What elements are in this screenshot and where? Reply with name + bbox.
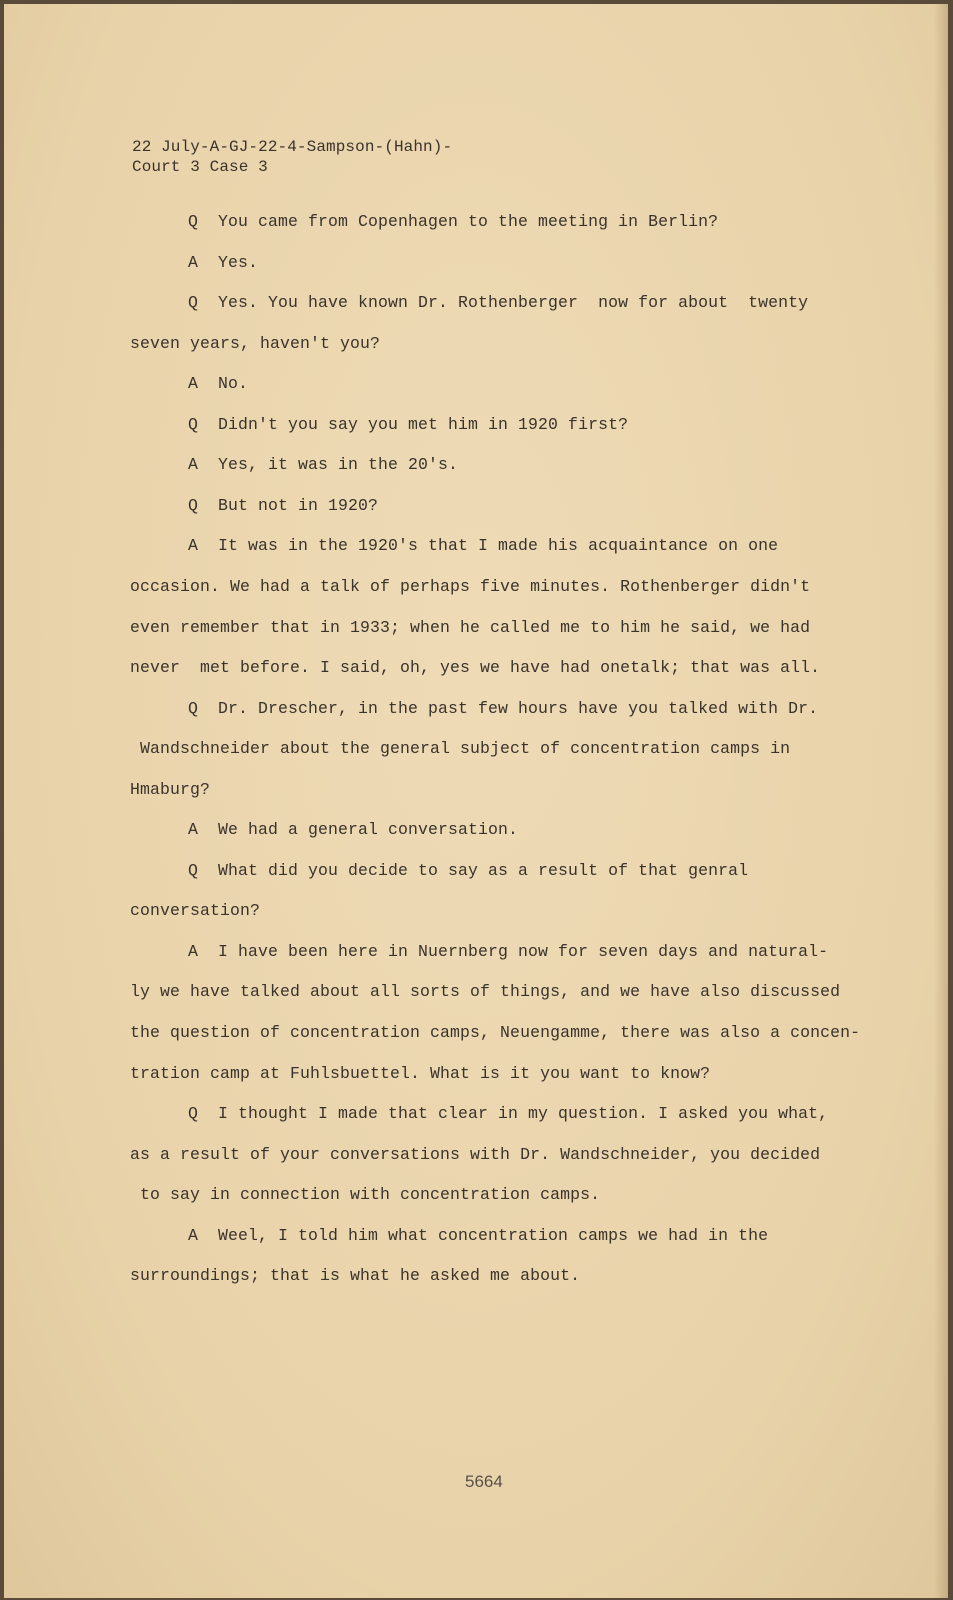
transcript-line: A Weel, I told him what concentration camps we had in the — [188, 1225, 769, 1245]
page-edge-shadow — [934, 4, 948, 1598]
transcript-line: Q Yes. You have known Dr. Rothenberger now for about twenty — [188, 293, 809, 313]
transcript-line: ly we have talked about all sorts of things, and we have also discussed — [130, 982, 841, 1002]
transcript-line: conversation? — [130, 901, 261, 921]
transcript-line: as a result of your conversations with Dr. Wandschneider, you decided — [130, 1144, 821, 1164]
transcript-line: Q Dr. Drescher, in the past few hours have you talked with Dr. — [188, 698, 819, 718]
transcript-line: seven years, haven't you? — [130, 333, 381, 353]
transcript-line: A Yes. — [188, 252, 259, 272]
header-line-2: Court 3 Case 3 — [132, 158, 268, 176]
transcript-line: Q You came from Copenhagen to the meeting in Berlin? — [188, 212, 719, 231]
transcript-line: the question of concentration camps, Neuengamme, there was also a concen- — [130, 1023, 861, 1042]
transcript-line: Hmaburg? — [130, 779, 211, 799]
transcript-line: A It was in the 1920's that I made his acquaintance on one — [188, 536, 779, 556]
transcript-line: tration camp at Fuhlsbuettel. What is it you want to know? — [130, 1063, 711, 1083]
transcript-line: surroundings; that is what he asked me about. — [130, 1266, 581, 1286]
header-line-1: 22 July-A-GJ-22-4-Sampson-(Hahn)- — [132, 138, 453, 156]
transcript-line: A Yes, it was in the 20's. — [188, 455, 459, 475]
document-page — [4, 4, 948, 1598]
transcript-line: Q I thought I made that clear in my question. I asked you what, — [188, 1104, 829, 1124]
transcript-line: even remember that in 1933; when he called me to him he said, we had — [130, 617, 811, 637]
transcript-line: occasion. We had a talk of perhaps five minutes. Rothenberger didn't — [130, 576, 811, 596]
transcript-line: never met before. I said, oh, yes we have had onetalk; that was all. — [130, 658, 821, 678]
page-number: 5664 — [465, 1472, 503, 1491]
transcript-line: Q What did you decide to say as a result of that genral — [188, 860, 749, 880]
transcript-line: Q But not in 1920? — [188, 495, 379, 515]
transcript-line: A No. — [188, 374, 249, 394]
transcript-line: to say in connection with concentration camps. — [130, 1185, 601, 1205]
transcript-line: Wandschneider about the general subject of concentration camps in — [130, 739, 791, 759]
transcript-line: Q Didn't you say you met him in 1920 first? — [188, 414, 629, 434]
transcript-line: A We had a general conversation. — [188, 820, 519, 840]
transcript-line: A I have been here in Nuernberg now for seven days and natural- — [188, 941, 829, 961]
